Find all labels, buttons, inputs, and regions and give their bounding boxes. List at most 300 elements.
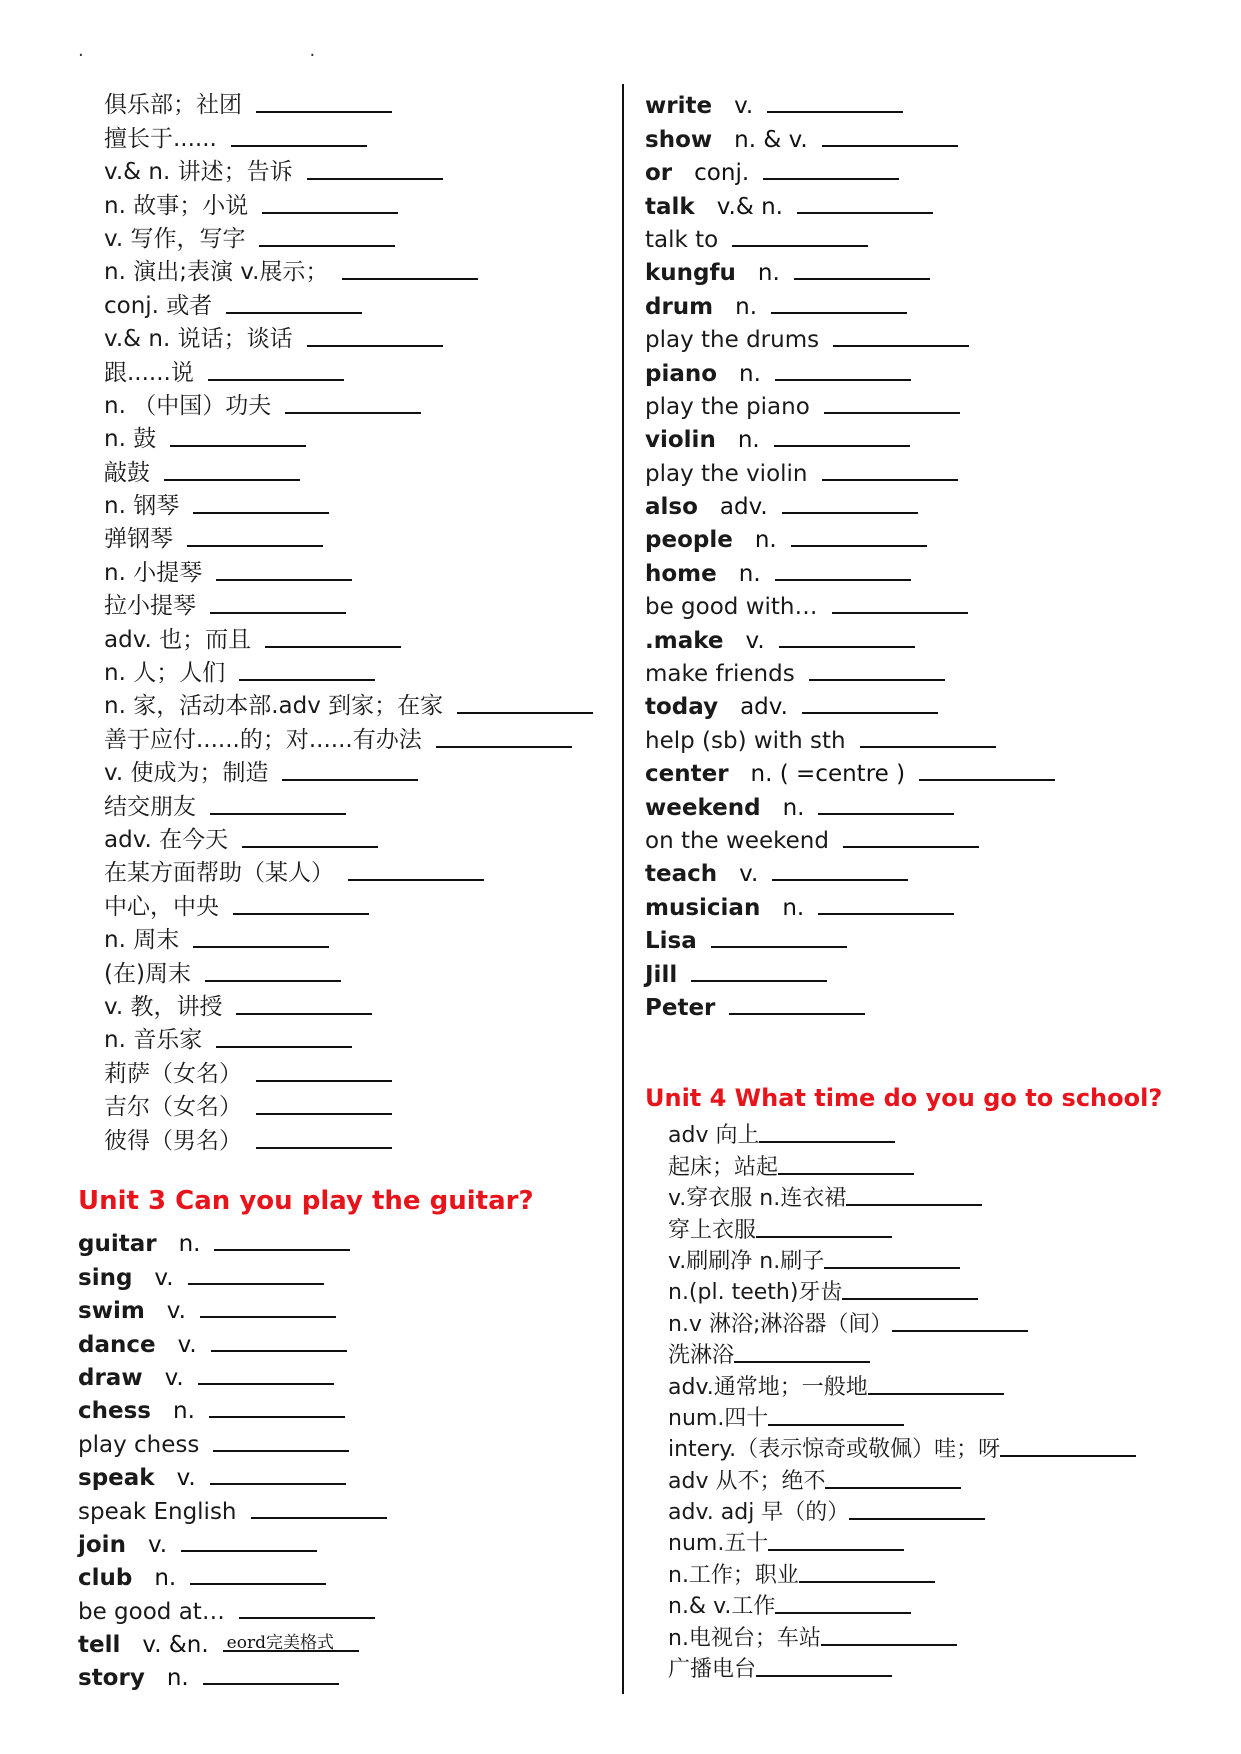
vocab-row xyxy=(645,787,1185,820)
vocab-text: 穿上衣服 xyxy=(668,1217,757,1243)
vocab-text: n. （中国）功夫 xyxy=(104,392,272,419)
vocab-row xyxy=(104,1088,604,1121)
vocab-row xyxy=(104,387,604,420)
answer-blank[interactable] xyxy=(223,1628,359,1652)
answer-blank[interactable] xyxy=(756,1214,892,1238)
answer-blank[interactable] xyxy=(779,624,915,648)
answer-blank[interactable] xyxy=(768,1527,904,1551)
answer-blank[interactable] xyxy=(256,1125,392,1149)
answer-blank[interactable] xyxy=(824,390,960,414)
answer-blank[interactable] xyxy=(822,123,958,147)
vocab-text: v. 教，讲授 xyxy=(104,993,223,1020)
part-of-speech: n. xyxy=(735,293,758,320)
answer-blank[interactable] xyxy=(843,824,979,848)
vocab-row xyxy=(645,353,1185,386)
vocab-row xyxy=(645,153,1185,186)
part-of-speech: n. xyxy=(173,1398,195,1425)
part-of-speech: v. xyxy=(745,627,765,654)
vocab-row xyxy=(645,754,1185,787)
answer-blank[interactable] xyxy=(868,1371,1004,1395)
answer-blank[interactable] xyxy=(775,1590,911,1614)
answer-blank[interactable] xyxy=(824,1245,960,1269)
header-dots: . . xyxy=(78,40,426,61)
answer-blank[interactable] xyxy=(791,523,927,547)
vocab-text: violin xyxy=(645,427,716,454)
vocab-row xyxy=(104,553,604,586)
answer-blank[interactable] xyxy=(187,523,323,547)
vocab-row xyxy=(668,1620,1208,1651)
column-divider xyxy=(622,84,624,1694)
vocab-text: play the piano xyxy=(645,393,810,420)
vocab-row xyxy=(645,687,1185,720)
answer-blank[interactable] xyxy=(734,1339,870,1363)
vocab-text: help (sb) with sth xyxy=(645,727,846,754)
vocab-row xyxy=(668,1212,1208,1243)
vocab-row xyxy=(645,854,1185,887)
vocab-text: home xyxy=(645,560,717,587)
vocab-text: v.& n. 说话；谈话 xyxy=(104,326,293,353)
vocab-text: piano xyxy=(645,360,718,387)
answer-blank[interactable] xyxy=(711,924,847,948)
vocab-text: show xyxy=(645,126,713,153)
vocab-text: talk xyxy=(645,193,695,220)
vocab-row xyxy=(645,520,1185,553)
vocab-row xyxy=(104,720,604,753)
vocab-text: n. 人；人们 xyxy=(104,660,226,687)
answer-blank[interactable] xyxy=(256,1091,392,1115)
vocab-text: story xyxy=(78,1665,145,1692)
vocab-text: adv. 也；而且 xyxy=(104,626,252,653)
vocab-text: 敲鼓 xyxy=(104,459,150,486)
vocab-row xyxy=(668,1275,1208,1306)
answer-blank[interactable] xyxy=(188,1261,324,1285)
vocab-text: Lisa xyxy=(645,928,697,955)
answer-blank[interactable] xyxy=(767,89,903,113)
vocab-row xyxy=(645,654,1185,687)
vocab-row xyxy=(645,587,1185,620)
answer-blank[interactable] xyxy=(210,590,346,614)
watermark-text: eord完美格式 xyxy=(226,1633,334,1654)
vocab-row xyxy=(668,1432,1208,1463)
answer-blank[interactable] xyxy=(285,390,421,414)
part-of-speech: n. xyxy=(737,427,760,454)
vocab-row xyxy=(104,821,604,854)
answer-blank[interactable] xyxy=(208,357,344,381)
vocab-text: num.四十 xyxy=(668,1405,769,1431)
vocab-row xyxy=(104,620,604,653)
answer-blank[interactable] xyxy=(919,757,1055,781)
vocab-text: play the drums xyxy=(645,327,820,354)
vocab-row xyxy=(645,186,1185,219)
vocab-text: make friends xyxy=(645,661,795,688)
vocab-text: 在某方面帮助（某人） xyxy=(104,860,334,887)
vocab-text: sing xyxy=(78,1264,133,1291)
vocab-row xyxy=(645,320,1185,353)
vocab-text: n. 鼓 xyxy=(104,426,157,453)
vocab-row xyxy=(104,854,604,887)
vocab-text: adv 从不；绝不 xyxy=(668,1468,826,1494)
answer-blank[interactable] xyxy=(794,256,930,280)
vocab-text: n. 演出;表演 v.展示； xyxy=(104,259,329,286)
vocab-row xyxy=(645,720,1185,753)
part-of-speech: n. xyxy=(782,794,805,821)
vocab-text: 拉小提琴 xyxy=(104,593,196,620)
answer-blank[interactable] xyxy=(778,1151,914,1175)
vocab-text: n. 小提琴 xyxy=(104,559,203,586)
vocab-text: also xyxy=(645,494,698,521)
part-of-speech: v. xyxy=(177,1331,197,1358)
vocab-text: 善于应付......的；对......有办法 xyxy=(104,726,422,753)
vocab-text: .make xyxy=(645,627,724,654)
vocab-text: drum xyxy=(645,293,714,320)
vocab-text: v. 使成为；制造 xyxy=(104,760,269,787)
answer-blank[interactable] xyxy=(774,423,910,447)
vocab-row xyxy=(104,286,604,319)
answer-blank[interactable] xyxy=(205,958,341,982)
answer-blank[interactable] xyxy=(211,1328,347,1352)
vocab-row xyxy=(104,787,604,820)
vocab-text: n. 故事；小说 xyxy=(104,192,249,219)
vocab-row xyxy=(645,86,1185,119)
vocab-text: n.v 淋浴;淋浴器（间） xyxy=(668,1311,893,1337)
vocab-text: talk to xyxy=(645,226,719,253)
vocab-text: 吉尔（女名） xyxy=(104,1094,242,1121)
vocab-row xyxy=(78,1424,598,1457)
vocab-text: teach xyxy=(645,861,718,888)
vocab-row xyxy=(104,1021,604,1054)
vocab-text: (在)周末 xyxy=(104,960,191,987)
vocab-row xyxy=(78,1525,598,1558)
vocab-text: n.工作；职业 xyxy=(668,1562,799,1588)
vocab-text: tell xyxy=(78,1632,121,1659)
vocab-text: 擅长于...... xyxy=(104,125,217,152)
answer-blank[interactable] xyxy=(236,991,372,1015)
answer-blank[interactable] xyxy=(809,657,945,681)
vocab-text: swim xyxy=(78,1298,145,1325)
vocab-text: adv 向上 xyxy=(668,1123,760,1149)
unit4-title: Unit 4 What time do you go to school? xyxy=(645,1084,1163,1112)
vocab-row xyxy=(645,921,1185,954)
vocab-text: people xyxy=(645,527,733,554)
vocab-row xyxy=(104,654,604,687)
vocab-text: 跟......说 xyxy=(104,359,194,386)
vocab-row xyxy=(78,1224,598,1257)
vocab-text: v. 写作，写字 xyxy=(104,225,246,252)
vocab-row xyxy=(645,821,1185,854)
answer-blank[interactable] xyxy=(164,457,300,481)
answer-blank[interactable] xyxy=(436,724,572,748)
answer-blank[interactable] xyxy=(170,423,306,447)
vocab-row xyxy=(104,253,604,286)
vocab-text: be good at… xyxy=(78,1598,225,1625)
vocab-text: be good with… xyxy=(645,594,818,621)
vocab-text: v.穿衣服 n.连衣裙 xyxy=(668,1186,847,1212)
answer-blank[interactable] xyxy=(821,1622,957,1646)
vocab-row xyxy=(668,1495,1208,1526)
vocab-text: n. 周末 xyxy=(104,927,180,954)
vocab-row xyxy=(104,754,604,787)
answer-blank[interactable] xyxy=(729,991,865,1015)
vocab-row xyxy=(104,220,604,253)
answer-blank[interactable] xyxy=(226,290,362,314)
part-of-speech: n. xyxy=(754,527,777,554)
part-of-speech: v. xyxy=(739,861,759,888)
answer-blank[interactable] xyxy=(832,590,968,614)
answer-blank[interactable] xyxy=(825,1465,961,1489)
vocab-row xyxy=(104,520,604,553)
vocab-row xyxy=(668,1463,1208,1494)
vocab-row xyxy=(78,1591,598,1624)
vocab-row xyxy=(78,1257,598,1290)
answer-blank[interactable] xyxy=(282,757,418,781)
answer-blank[interactable] xyxy=(307,323,443,347)
vocab-text: 中心，中央 xyxy=(104,893,219,920)
vocab-text: 俱乐部；社团 xyxy=(104,92,242,119)
answer-blank[interactable] xyxy=(772,857,908,881)
unit3-title: Unit 3 Can you play the guitar? xyxy=(78,1186,534,1216)
vocab-row xyxy=(668,1526,1208,1557)
left-meanings-column xyxy=(104,86,604,1155)
vocab-text: dance xyxy=(78,1331,156,1358)
answer-blank[interactable] xyxy=(782,490,918,514)
answer-blank[interactable] xyxy=(259,223,395,247)
answer-blank[interactable] xyxy=(213,1428,349,1452)
answer-blank[interactable] xyxy=(775,357,911,381)
answer-blank[interactable] xyxy=(181,1528,317,1552)
answer-blank[interactable] xyxy=(262,190,398,214)
answer-blank[interactable] xyxy=(842,1276,978,1300)
vocab-text: n.(pl. teeth)牙齿 xyxy=(668,1280,843,1306)
vocab-text: v.刷刷净 n.刷子 xyxy=(668,1248,825,1274)
vocab-row xyxy=(78,1491,598,1524)
answer-blank[interactable] xyxy=(822,457,958,481)
vocab-text: adv. 在今天 xyxy=(104,826,229,853)
answer-blank[interactable] xyxy=(203,1661,339,1685)
part-of-speech: v.& n. xyxy=(716,193,783,220)
vocab-text: join xyxy=(78,1531,126,1558)
answer-blank[interactable] xyxy=(771,290,907,314)
vocab-row xyxy=(668,1401,1208,1432)
vocab-row xyxy=(104,420,604,453)
answer-blank[interactable] xyxy=(802,690,938,714)
vocab-row xyxy=(104,119,604,152)
answer-blank[interactable] xyxy=(307,156,443,180)
vocab-text: play the violin xyxy=(645,460,808,487)
answer-blank[interactable] xyxy=(231,123,367,147)
answer-blank[interactable] xyxy=(216,557,352,581)
answer-blank[interactable] xyxy=(233,891,369,915)
vocab-row xyxy=(104,153,604,186)
vocab-text: or xyxy=(645,160,673,187)
answer-blank[interactable] xyxy=(818,791,954,815)
vocab-text: club xyxy=(78,1565,133,1592)
vocab-text: draw xyxy=(78,1364,143,1391)
answer-blank[interactable] xyxy=(833,323,969,347)
part-of-speech: n. xyxy=(738,560,761,587)
vocab-text: 彼得（男名） xyxy=(104,1127,242,1154)
part-of-speech: adv. xyxy=(719,494,768,521)
vocab-row xyxy=(668,1652,1208,1683)
vocab-text: 起床；站起 xyxy=(668,1154,779,1180)
answer-blank[interactable] xyxy=(251,1495,387,1519)
answer-blank[interactable] xyxy=(799,1559,935,1583)
vocab-row xyxy=(104,687,604,720)
vocab-row xyxy=(645,954,1185,987)
vocab-text: musician xyxy=(645,894,761,921)
vocab-row xyxy=(668,1557,1208,1588)
answer-blank[interactable] xyxy=(193,490,329,514)
vocab-row xyxy=(668,1244,1208,1275)
unit4-meaning-list xyxy=(668,1118,1208,1683)
vocab-text: play chess xyxy=(78,1431,200,1458)
vocab-row xyxy=(104,887,604,920)
vocab-row xyxy=(78,1558,598,1591)
vocab-row xyxy=(645,253,1185,286)
part-of-speech: v. xyxy=(166,1298,186,1325)
vocab-row xyxy=(104,186,604,219)
vocab-row xyxy=(645,487,1185,520)
part-of-speech: n. xyxy=(178,1231,201,1258)
answer-blank[interactable] xyxy=(860,724,996,748)
unit3-word-list xyxy=(78,1224,598,1691)
vocab-row xyxy=(668,1118,1208,1149)
answer-blank[interactable] xyxy=(763,156,899,180)
answer-blank[interactable] xyxy=(200,1294,336,1318)
vocab-row xyxy=(645,286,1185,319)
vocab-text: weekend xyxy=(645,794,761,821)
answer-blank[interactable] xyxy=(775,557,911,581)
answer-blank[interactable] xyxy=(190,1561,326,1585)
vocab-row xyxy=(645,119,1185,152)
vocab-row xyxy=(668,1306,1208,1337)
answer-blank[interactable] xyxy=(256,1058,392,1082)
vocab-text: num.五十 xyxy=(668,1531,769,1557)
vocab-row xyxy=(104,921,604,954)
part-of-speech: v. xyxy=(176,1465,196,1492)
answer-blank[interactable] xyxy=(892,1308,1028,1332)
answer-blank[interactable] xyxy=(818,891,954,915)
vocab-text: chess xyxy=(78,1398,151,1425)
answer-blank[interactable] xyxy=(242,824,378,848)
answer-blank[interactable] xyxy=(239,1595,375,1619)
answer-blank[interactable] xyxy=(198,1361,334,1385)
vocab-text: guitar xyxy=(78,1231,157,1258)
part-of-speech: n. xyxy=(154,1565,177,1592)
answer-blank[interactable] xyxy=(210,791,346,815)
part-of-speech: adv. xyxy=(740,694,788,721)
answer-blank[interactable] xyxy=(768,1402,904,1426)
answer-blank[interactable] xyxy=(759,1119,895,1143)
vocab-row xyxy=(645,988,1185,1021)
vocab-text: speak xyxy=(78,1465,155,1492)
vocab-row xyxy=(78,1291,598,1324)
vocab-text: center xyxy=(645,761,729,788)
vocab-text: n.& v.工作 xyxy=(668,1594,776,1620)
vocab-row xyxy=(78,1458,598,1491)
vocab-text: n.电视台；车站 xyxy=(668,1625,821,1651)
answer-blank[interactable] xyxy=(265,624,401,648)
part-of-speech: n. xyxy=(166,1665,189,1692)
vocab-row xyxy=(668,1589,1208,1620)
vocab-row xyxy=(104,1121,604,1154)
answer-blank[interactable] xyxy=(846,1182,982,1206)
vocab-row xyxy=(104,954,604,987)
vocab-row xyxy=(104,320,604,353)
answer-blank[interactable] xyxy=(1000,1433,1136,1457)
vocab-row xyxy=(668,1181,1208,1212)
vocab-text: intery.（表示惊奇或敬佩）哇；呀 xyxy=(668,1437,1001,1463)
vocab-row xyxy=(104,1054,604,1087)
vocab-text: 洗淋浴 xyxy=(668,1343,735,1369)
vocab-row xyxy=(104,353,604,386)
vocab-text: 结交朋友 xyxy=(104,793,196,820)
vocab-row xyxy=(645,453,1185,486)
answer-blank[interactable] xyxy=(732,223,868,247)
vocab-text: v.& n. 讲述；告诉 xyxy=(104,159,293,186)
right-words-column xyxy=(645,86,1185,1021)
vocab-row xyxy=(78,1358,598,1391)
vocab-text: write xyxy=(645,93,713,120)
answer-blank[interactable] xyxy=(348,857,484,881)
vocab-row xyxy=(645,420,1185,453)
part-of-speech: v. &n. xyxy=(142,1632,209,1659)
vocab-text: n. 音乐家 xyxy=(104,1027,203,1054)
vocab-text: Jill xyxy=(645,961,678,988)
vocab-text: today xyxy=(645,694,719,721)
vocab-text: conj. 或者 xyxy=(104,292,213,319)
vocab-row xyxy=(645,387,1185,420)
vocab-text: n. 家，活动本部.adv 到家；在家 xyxy=(104,693,444,720)
part-of-speech: v. xyxy=(734,93,754,120)
vocab-text: 广播电台 xyxy=(668,1657,757,1683)
part-of-speech: v. xyxy=(154,1264,174,1291)
answer-blank[interactable] xyxy=(256,89,392,113)
answer-blank[interactable] xyxy=(691,958,827,982)
vocab-row xyxy=(645,887,1185,920)
part-of-speech: n. & v. xyxy=(734,126,808,153)
vocab-row xyxy=(104,86,604,119)
answer-blank[interactable] xyxy=(849,1496,985,1520)
answer-blank[interactable] xyxy=(214,1227,350,1251)
part-of-speech: n. xyxy=(739,360,761,387)
vocab-row xyxy=(645,220,1185,253)
vocab-row xyxy=(104,988,604,1021)
vocab-text: 弹钢琴 xyxy=(104,526,173,553)
vocab-text: n. 钢琴 xyxy=(104,493,180,520)
vocab-text: on the weekend xyxy=(645,827,829,854)
vocab-row xyxy=(78,1391,598,1424)
vocab-text: speak English xyxy=(78,1498,237,1525)
vocab-row xyxy=(104,453,604,486)
part-of-speech: n. xyxy=(757,260,780,287)
answer-blank[interactable] xyxy=(342,256,478,280)
answer-blank[interactable] xyxy=(756,1653,892,1677)
answer-blank[interactable] xyxy=(797,190,933,214)
vocab-row xyxy=(668,1149,1208,1180)
answer-blank[interactable] xyxy=(457,690,593,714)
vocab-row xyxy=(104,487,604,520)
answer-blank[interactable] xyxy=(216,1024,352,1048)
vocab-row xyxy=(78,1625,598,1658)
part-of-speech: conj. xyxy=(694,160,750,187)
vocab-row xyxy=(78,1324,598,1357)
vocab-text: 莉萨（女名） xyxy=(104,1060,242,1087)
answer-blank[interactable] xyxy=(193,924,329,948)
answer-blank[interactable] xyxy=(239,657,375,681)
answer-blank[interactable] xyxy=(209,1394,345,1418)
answer-blank[interactable] xyxy=(210,1461,346,1485)
vocab-text: kungfu xyxy=(645,260,736,287)
